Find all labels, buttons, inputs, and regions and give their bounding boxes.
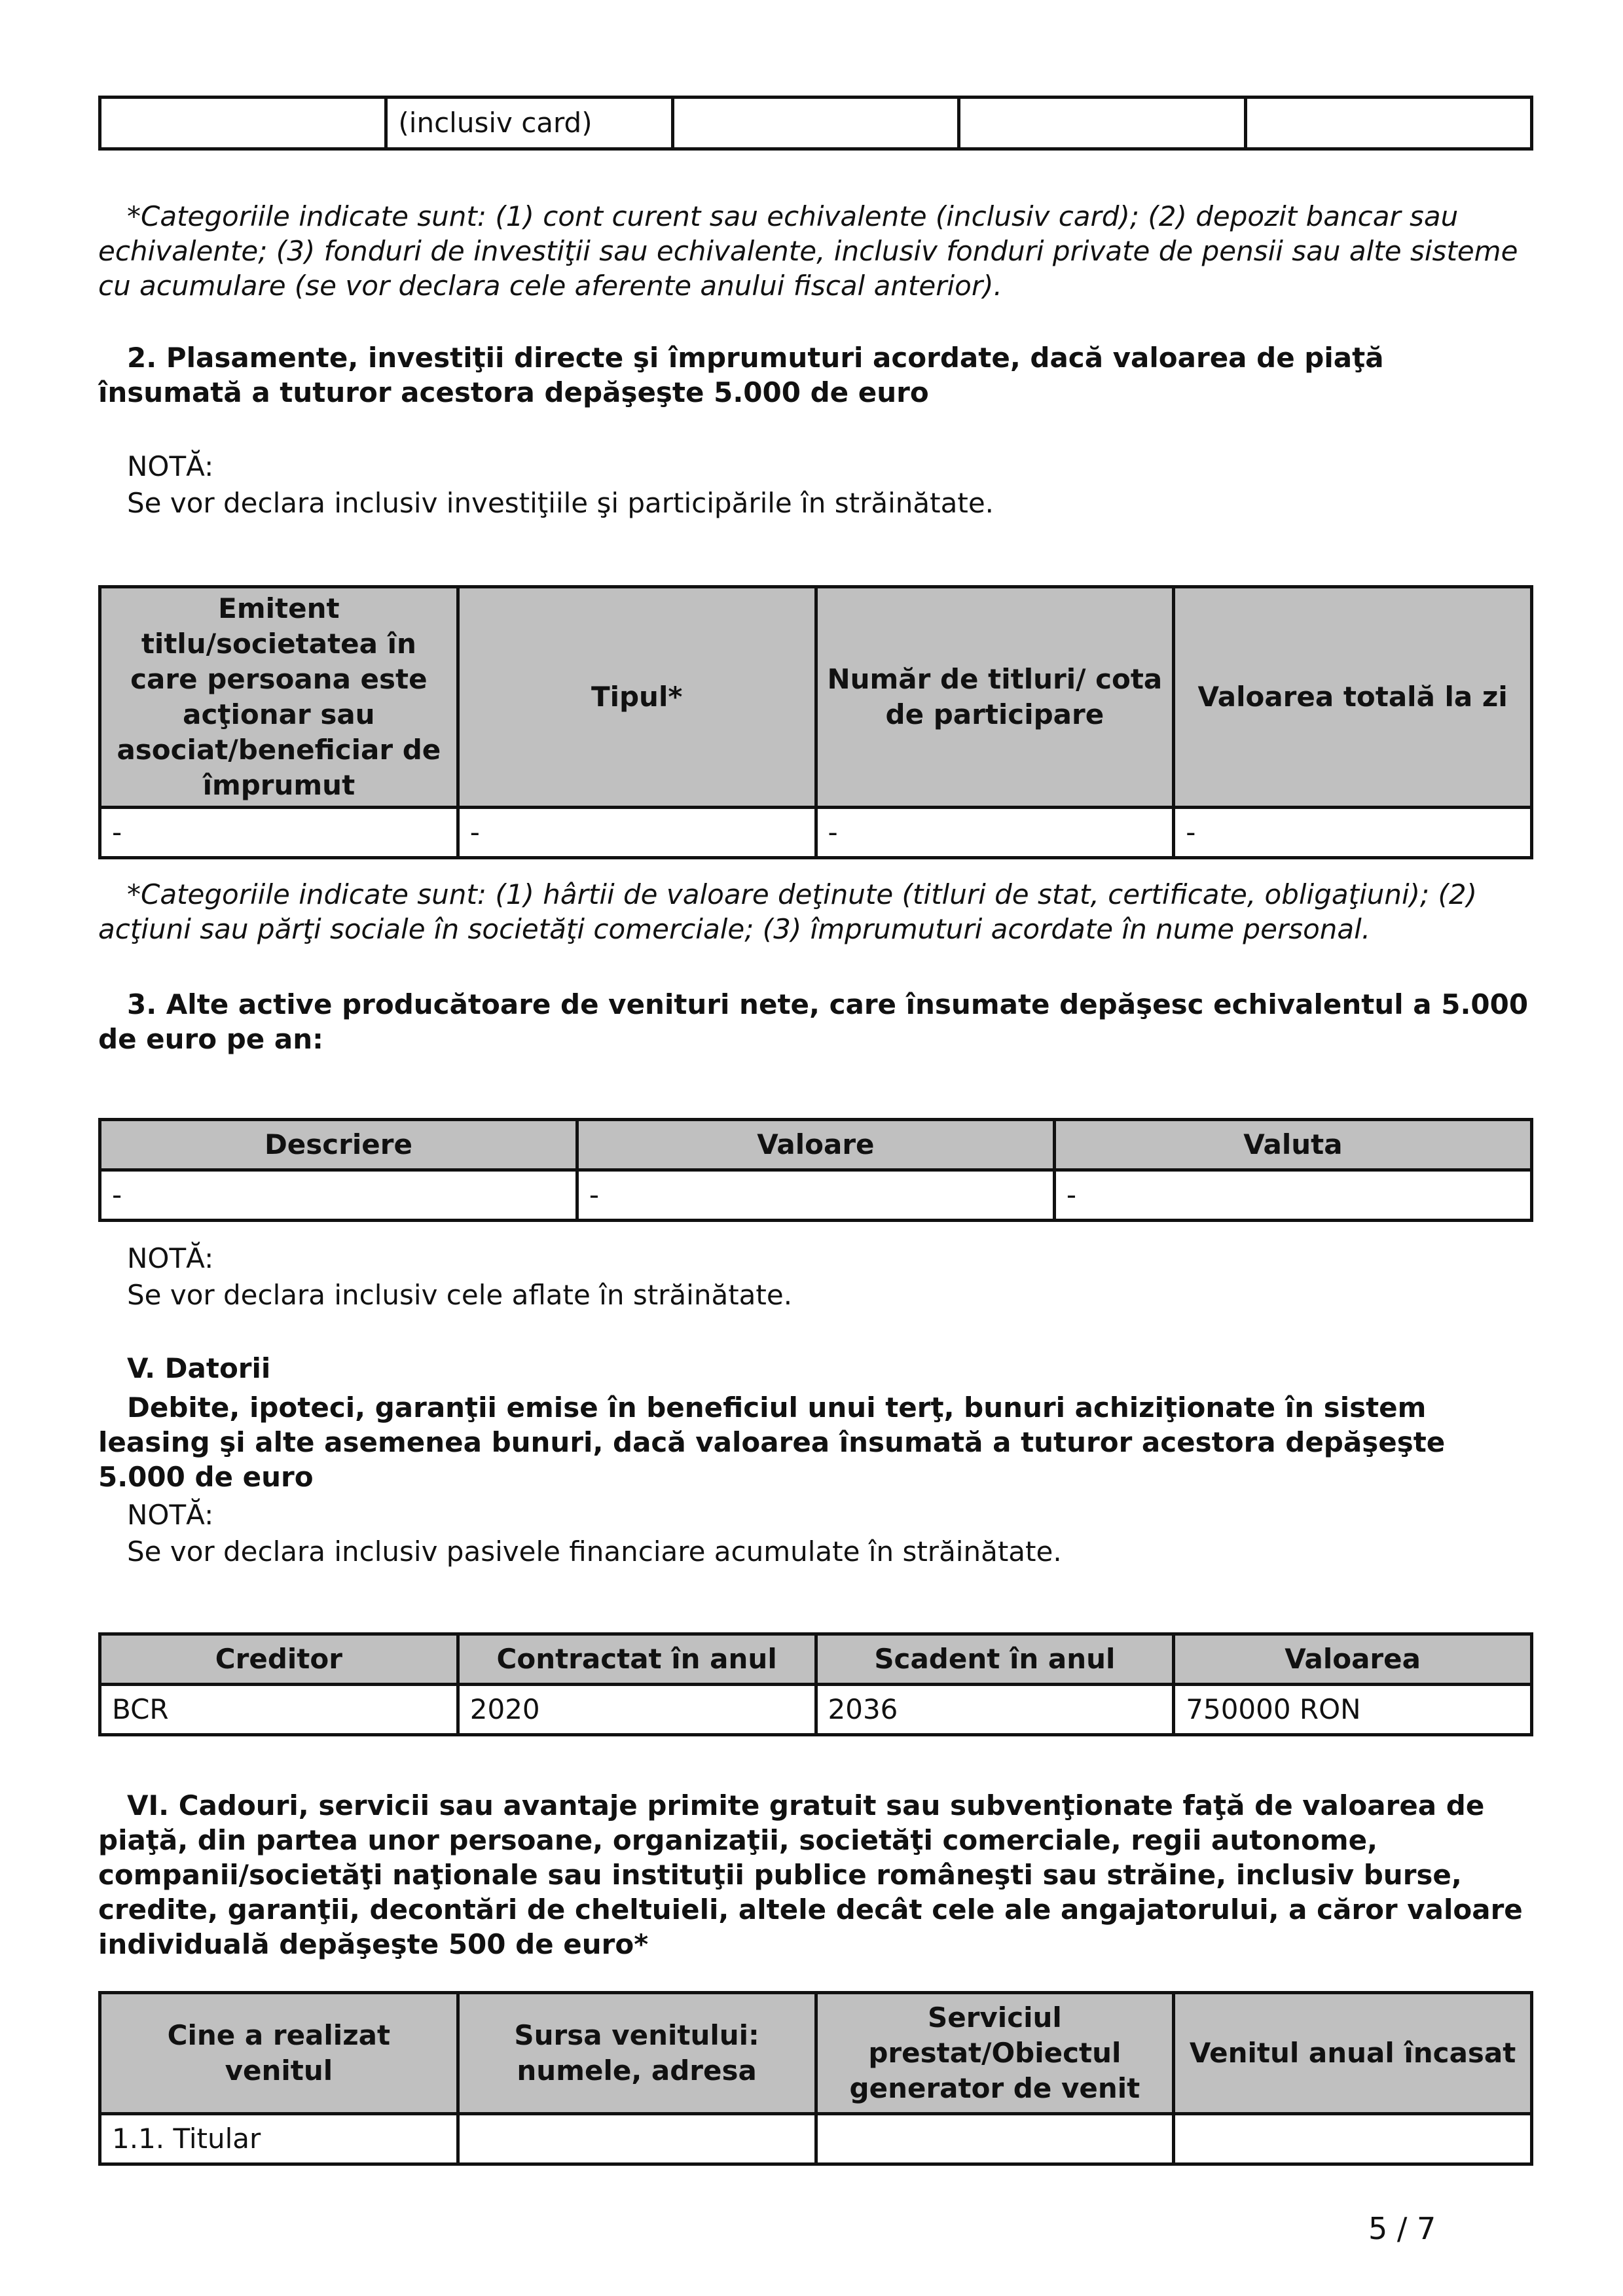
table-cell: 750000 RON — [1174, 1685, 1532, 1735]
accounts-table-continuation — [98, 96, 1533, 151]
section-3-heading: 3. Alte active producătoare de venituri nete, care însumate depăşesc echivalentul a 5.000 de euro pe an: — [98, 988, 1529, 1055]
column-header: Emitent titlu/societatea în care persoana este acţionar sau asociat/beneficiar de împrumut — [100, 587, 458, 808]
note-text: Se vor declara inclusiv cele aflate în străinătate. — [127, 1279, 793, 1311]
table-cell: - — [816, 808, 1174, 858]
table-row — [100, 808, 1532, 858]
table-row — [100, 1685, 1532, 1735]
table-cell: (inclusiv card) — [386, 98, 672, 149]
table-cell: - — [1174, 808, 1532, 858]
table-cell: - — [458, 808, 816, 858]
column-header: Valoare — [577, 1120, 1054, 1170]
page-number: 5 / 7 — [1368, 2211, 1436, 2246]
section-v-title: V. Datorii — [127, 1352, 271, 1384]
note-text: Se vor declara inclusiv pasivele financiare acumulate în străinătate. — [127, 1535, 1062, 1568]
note-label: NOTĂ: — [127, 450, 214, 482]
table-cell — [1174, 2114, 1532, 2164]
note-text: Se vor declara inclusiv investiţiile şi participările în străinătate. — [127, 487, 994, 519]
table-cell: - — [100, 808, 458, 858]
table-cell — [1245, 98, 1531, 149]
column-header: Contractat în anul — [458, 1634, 816, 1685]
table-cell — [816, 2114, 1174, 2164]
debts-table — [98, 1632, 1533, 1736]
document-page — [98, 0, 1533, 2296]
table-header-row — [100, 1120, 1532, 1170]
table-cell: - — [577, 1170, 1054, 1221]
gifts-table — [98, 1991, 1533, 2166]
table-header-row — [100, 1634, 1532, 1685]
other-assets-table — [98, 1118, 1533, 1222]
note-label: NOTĂ: — [127, 1242, 214, 1274]
column-header: Sursa venitului: numele, adresa — [458, 1993, 816, 2114]
footnote-categories-accounts: *Categoriile indicate sunt: (1) cont curent sau echivalente (inclusiv card); (2) depozit bancar sau echivalente; (3) fonduri de investiţii sau echivalente, inclusiv fonduri private de pensii sau alte sisteme cu acumulare (se vor declara cele aferente anului fiscal anterior). — [98, 200, 1518, 302]
table-cell — [100, 98, 386, 149]
column-header: Tipul* — [458, 587, 816, 808]
table-row — [100, 2114, 1532, 2164]
note-label: NOTĂ: — [127, 1499, 214, 1531]
column-header: Venitul anual încasat — [1174, 1993, 1532, 2114]
table-cell: - — [100, 1170, 577, 1221]
table-cell: - — [1054, 1170, 1531, 1221]
column-header: Serviciul prestat/Obiectul generator de venit — [816, 1993, 1174, 2114]
investments-table — [98, 585, 1533, 859]
column-header: Scadent în anul — [816, 1634, 1174, 1685]
column-header: Descriere — [100, 1120, 577, 1170]
table-cell: 2020 — [458, 1685, 816, 1735]
column-header: Valuta — [1054, 1120, 1531, 1170]
table-cell — [959, 98, 1245, 149]
table-cell: 1.1. Titular — [100, 2114, 458, 2164]
table-row — [100, 98, 1532, 149]
section-2-heading: 2. Plasamente, investiţii directe şi împrumuturi acordate, dacă valoarea de piaţă însumată a tuturor acestora depăşeşte 5.000 de euro — [98, 342, 1384, 408]
column-header: Valoarea — [1174, 1634, 1532, 1685]
column-header: Creditor — [100, 1634, 458, 1685]
section-v-heading: Debite, ipoteci, garanţii emise în beneficiul unui terţ, bunuri achiziţionate în sistem leasing şi alte asemenea bunuri, dacă valoarea însumată a tuturor acestora depăşeşte 5.000 de euro — [98, 1391, 1446, 1493]
column-header: Număr de titluri/ cota de participare — [816, 587, 1174, 808]
table-cell — [458, 2114, 816, 2164]
table-header-row — [100, 1993, 1532, 2114]
column-header: Valoarea totală la zi — [1174, 587, 1532, 808]
table-header-row — [100, 587, 1532, 808]
table-cell: 2036 — [816, 1685, 1174, 1735]
table-cell — [672, 98, 958, 149]
column-header: Cine a realizat venitul — [100, 1993, 458, 2114]
table-row — [100, 1170, 1532, 1221]
table-cell: BCR — [100, 1685, 458, 1735]
section-vi-heading: VI. Cadouri, servicii sau avantaje primite gratuit sau subvenţionate faţă de valoarea de piaţă, din partea unor persoane, organizaţii, societăţi comerciale, regii autonome, companii/societăţi naţionale sau instituţii publice româneşti sau străine, inclusiv burse, credite, garanţii, decontări de cheltuieli, altele decât cele ale angajatorului, a căror valoare individuală depăşeşte 500 de euro* — [98, 1789, 1523, 1960]
footnote-categories-investments: *Categoriile indicate sunt: (1) hârtii de valoare deţinute (titluri de stat, certificate, obligaţiuni); (2) acţiuni sau părţi sociale în societăţi comerciale; (3) împrumuturi acordate în nume personal. — [98, 878, 1478, 945]
